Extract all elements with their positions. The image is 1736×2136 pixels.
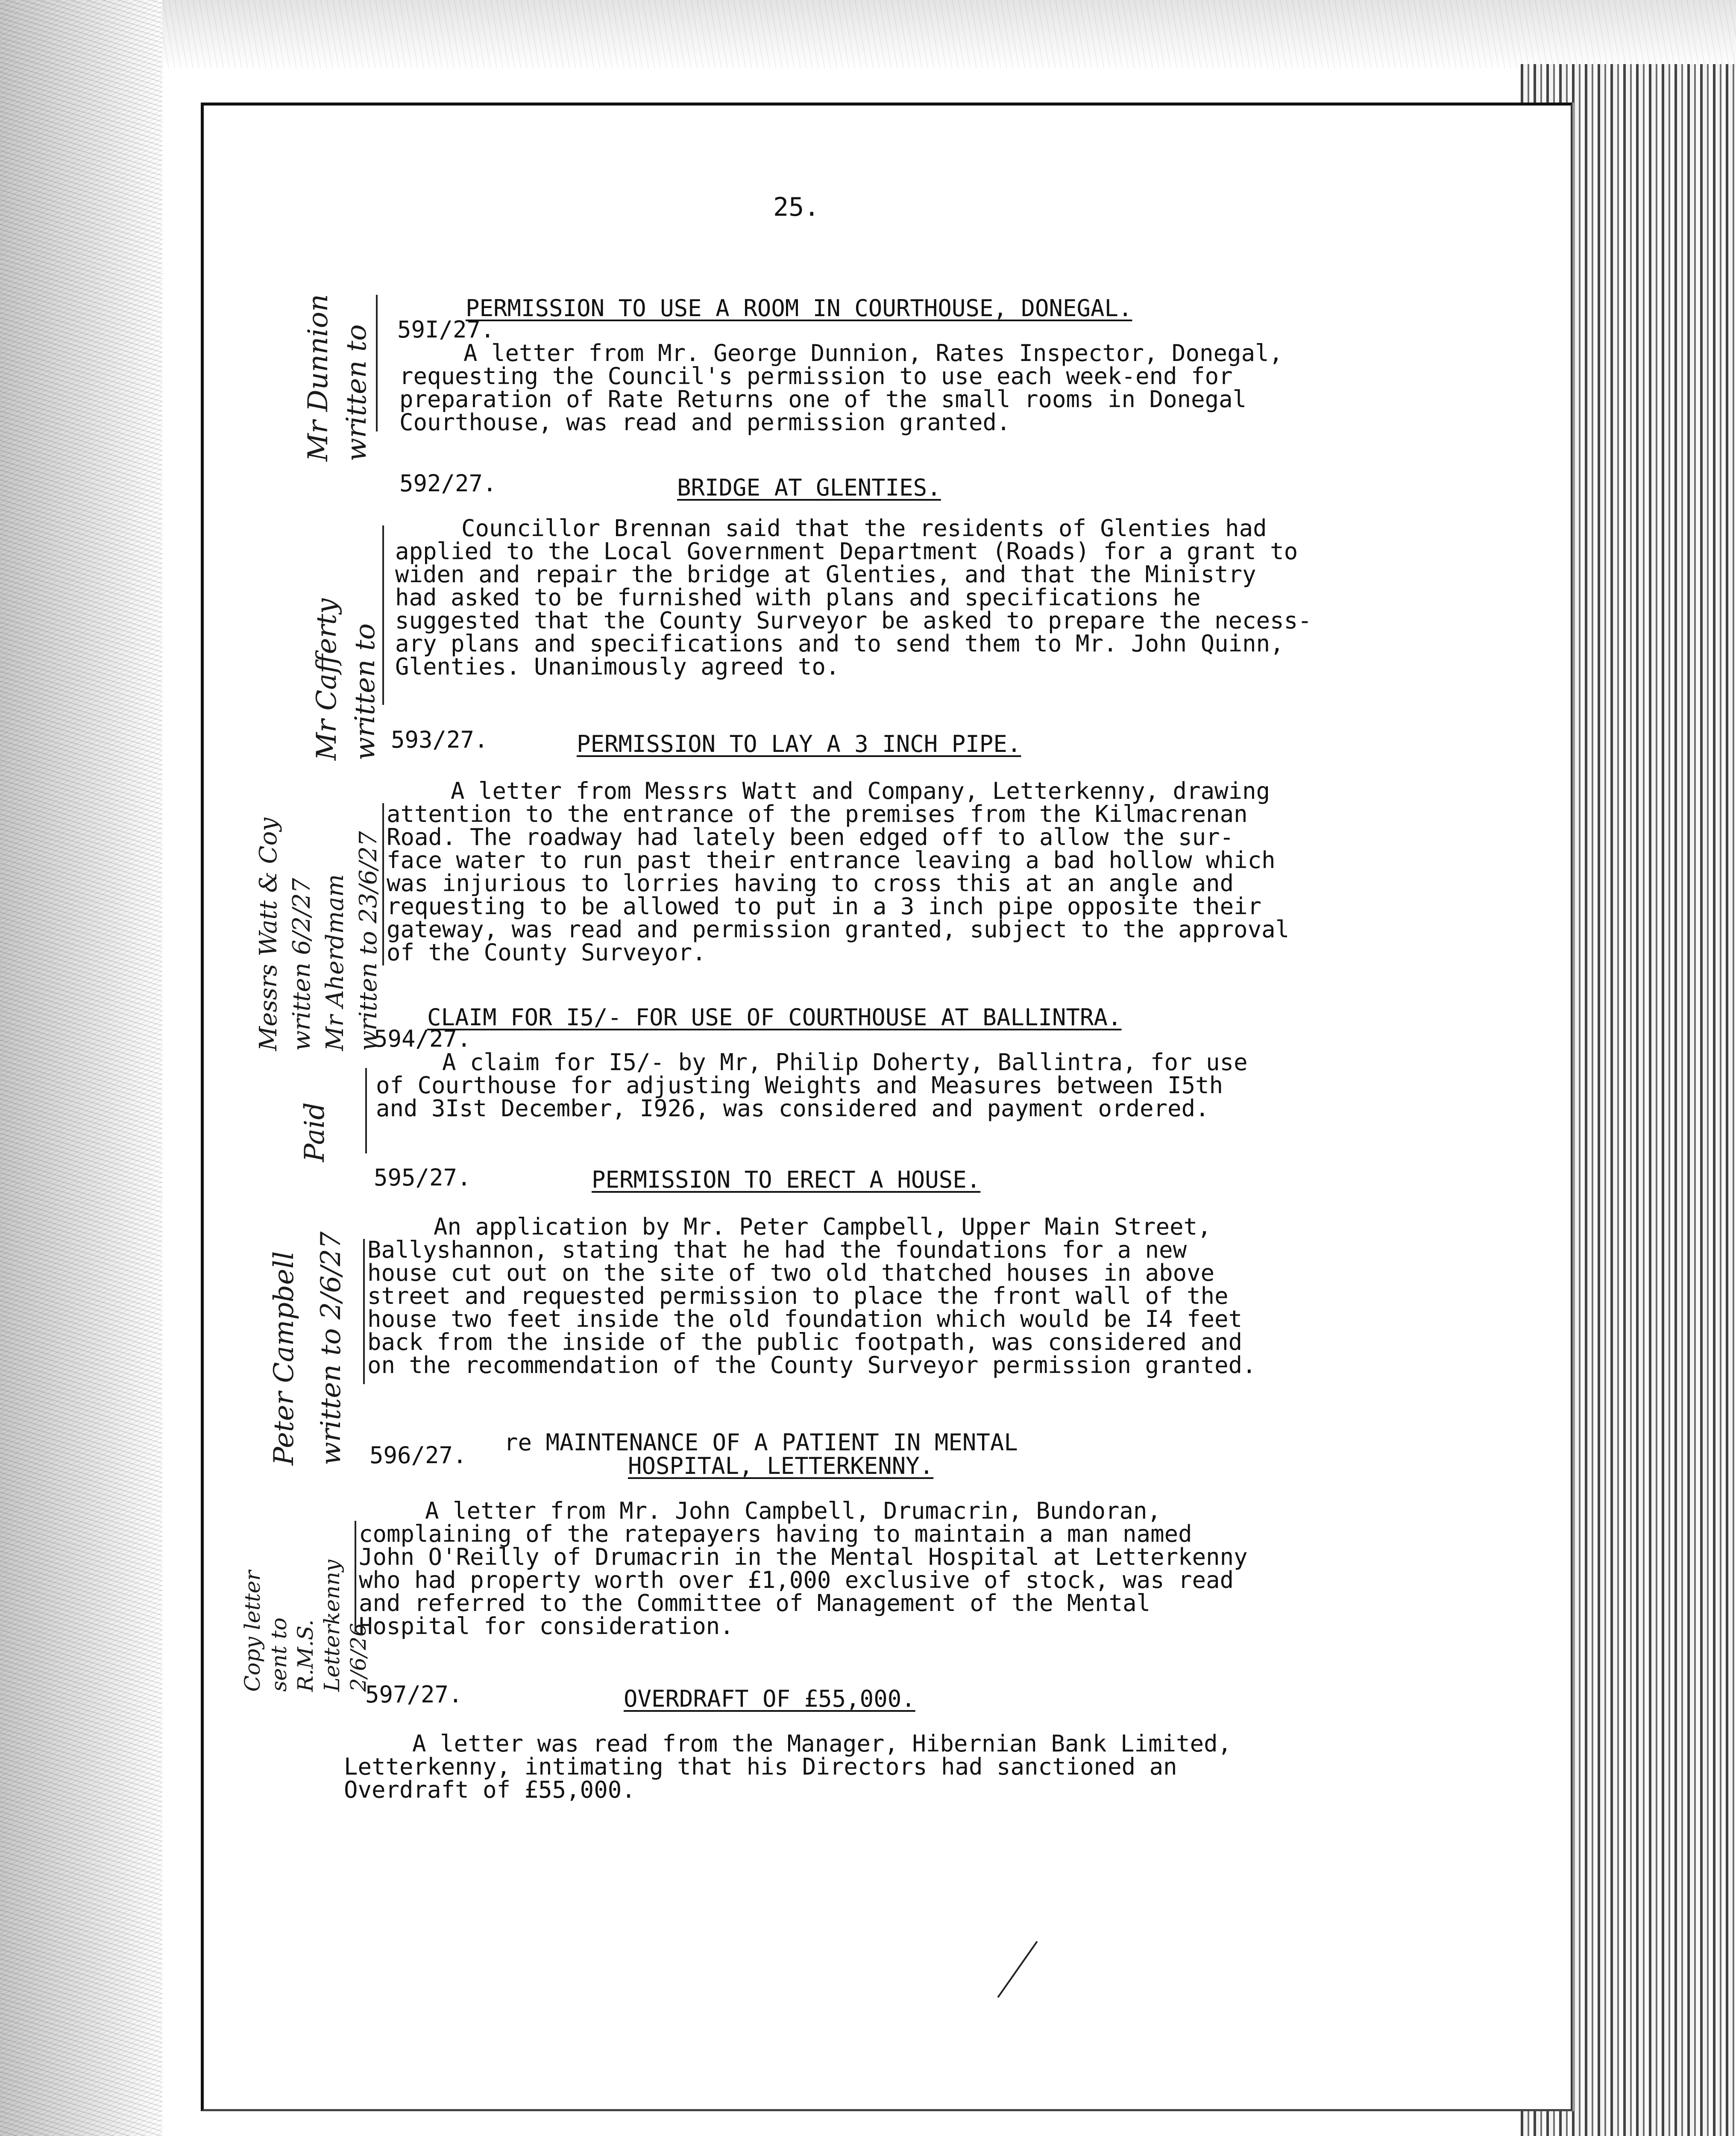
margin-note: Peter Campbell written to 2/6/27 [268, 1231, 347, 1465]
body-line: back from the inside of the public footpath, was considered and [367, 1329, 1243, 1356]
item-heading-line1: re MAINTENANCE OF A PATIENT IN MENTAL [504, 1429, 1018, 1456]
item-heading: PERMISSION TO ERECT A HOUSE. [592, 1166, 981, 1193]
margin-note: Copy letter sent to R.M.S. Letterkenny 2/6/26 [240, 1559, 371, 1692]
body-line: John O'Reilly of Drumacrin in the Mental Hospital at Letterkenny [359, 1543, 1248, 1570]
item-number: 593/27. [391, 726, 488, 753]
scan-edge-left [0, 0, 162, 2136]
item-body [399, 342, 1283, 434]
margin-note: Paid [299, 1102, 331, 1162]
body-line: suggested that the County Surveyor be asked to prepare the necess- [395, 607, 1312, 634]
body-line: Road. The roadway had lately been edged off to allow the sur- [387, 824, 1234, 851]
body-line: preparation of Rate Returns one of the small rooms in Donegal [399, 386, 1247, 413]
body-line: widen and repair the bridge at Glenties, and that the Ministry [395, 561, 1256, 588]
body-line: Hospital for consideration. [359, 1613, 734, 1640]
item-body [344, 1732, 1232, 1802]
item-heading: OVERDRAFT OF £55,000. [624, 1685, 915, 1712]
item-number: 597/27. [365, 1681, 463, 1708]
item-heading: HOSPITAL, LETTERKENNY. [628, 1452, 934, 1479]
item-body [367, 1215, 1256, 1377]
body-line: Courthouse, was read and permission granted. [399, 409, 1011, 436]
body-line: complaining of the ratepayers having to maintain a man named [359, 1520, 1192, 1547]
body-line: requesting the Council's permission to use each week-end for [399, 363, 1233, 390]
body-line: Overdraft of £55,000. [344, 1776, 636, 1803]
body-line: applied to the Local Government Department (Roads) for a grant to [395, 538, 1298, 565]
body-line: A letter from Mr. George Dunnion, Rates Inspector, Donegal, [463, 340, 1283, 367]
margin-note: Messrs Watt & Coy written 6/2/27 Mr Aherdmam written to 23/6/27 [255, 818, 382, 1051]
margin-bracket [376, 295, 378, 431]
margin-note: Mr Dunnion written to [302, 294, 372, 461]
body-line: of Courthouse for adjusting Weights and Measures between I5th [376, 1072, 1223, 1099]
body-line: had asked to be furnished with plans and specifications he [395, 584, 1201, 611]
body-line: on the recommendation of the County Surveyor permission granted. [367, 1352, 1256, 1379]
page-number: 25. [773, 192, 820, 222]
body-line: An application by Mr. Peter Campbell, Upper Main Street, [434, 1213, 1211, 1240]
body-line: Councillor Brennan said that the residents of Glenties had [461, 515, 1267, 542]
body-line: and referred to the Committee of Management of the Mental [359, 1590, 1151, 1617]
body-line: attention to the entrance of the premises from the Kilmacrenan [387, 801, 1248, 827]
body-line: requesting to be allowed to put in a 3 inch pipe opposite their [387, 893, 1262, 920]
item-number: 592/27. [399, 470, 497, 497]
body-line: who had property worth over £1,000 exclusive of stock, was read [359, 1567, 1234, 1593]
item-number: 596/27. [369, 1442, 467, 1469]
item-heading: CLAIM FOR I5/- FOR USE OF COURTHOUSE AT BALLINTRA. [427, 1004, 1122, 1031]
body-line: gateway, was read and permission granted, subject to the approval [387, 916, 1290, 943]
item-body [376, 1051, 1248, 1120]
body-line: A letter from Messrs Watt and Company, Letterkenny, drawing [451, 778, 1270, 804]
body-line: and 3Ist December, I926, was considered and payment ordered. [376, 1095, 1209, 1122]
body-line: Letterkenny, intimating that his Directors had sanctioned an [344, 1753, 1177, 1780]
item-heading: BRIDGE AT GLENTIES. [677, 474, 941, 501]
item-number: 594/27. [374, 1025, 471, 1052]
body-line: of the County Surveyor. [387, 939, 706, 966]
item-body [359, 1499, 1248, 1638]
body-line: A letter from Mr. John Campbell, Drumacrin, Bundoran, [425, 1497, 1161, 1524]
body-line: Ballyshannon, stating that he had the foundations for a new [367, 1236, 1187, 1263]
margin-bracket [363, 1239, 365, 1384]
item-number: 59I/27. [397, 316, 495, 343]
scan-edge-top [162, 0, 1736, 68]
body-line: house two feet inside the old foundation which would be I4 feet [367, 1306, 1243, 1332]
body-line: was injurious to lorries having to cross this at an angle and [387, 870, 1234, 897]
body-line: street and requested permission to place the front wall of the [367, 1282, 1229, 1309]
body-line: A claim for I5/- by Mr, Philip Doherty, Ballintra, for use [442, 1049, 1248, 1076]
body-line: house cut out on the site of two old thatched houses in above [367, 1259, 1215, 1286]
margin-note: Mr Cafferty written to [311, 598, 381, 760]
item-body [387, 780, 1289, 964]
item-heading: PERMISSION TO LAY A 3 INCH PIPE. [577, 731, 1021, 757]
body-line: Glenties. Unanimously agreed to. [395, 653, 840, 680]
body-line: face water to run past their entrance leaving a bad hollow which [387, 847, 1276, 874]
body-line: ary plans and specifications and to send them to Mr. John Quinn, [395, 630, 1284, 657]
margin-bracket [365, 1068, 367, 1153]
body-line: A letter was read from the Manager, Hibernian Bank Limited, [412, 1730, 1232, 1757]
item-body [395, 517, 1312, 678]
item-number: 595/27. [374, 1164, 471, 1191]
item-heading: PERMISSION TO USE A ROOM IN COURTHOUSE, DONEGAL. [466, 295, 1132, 322]
